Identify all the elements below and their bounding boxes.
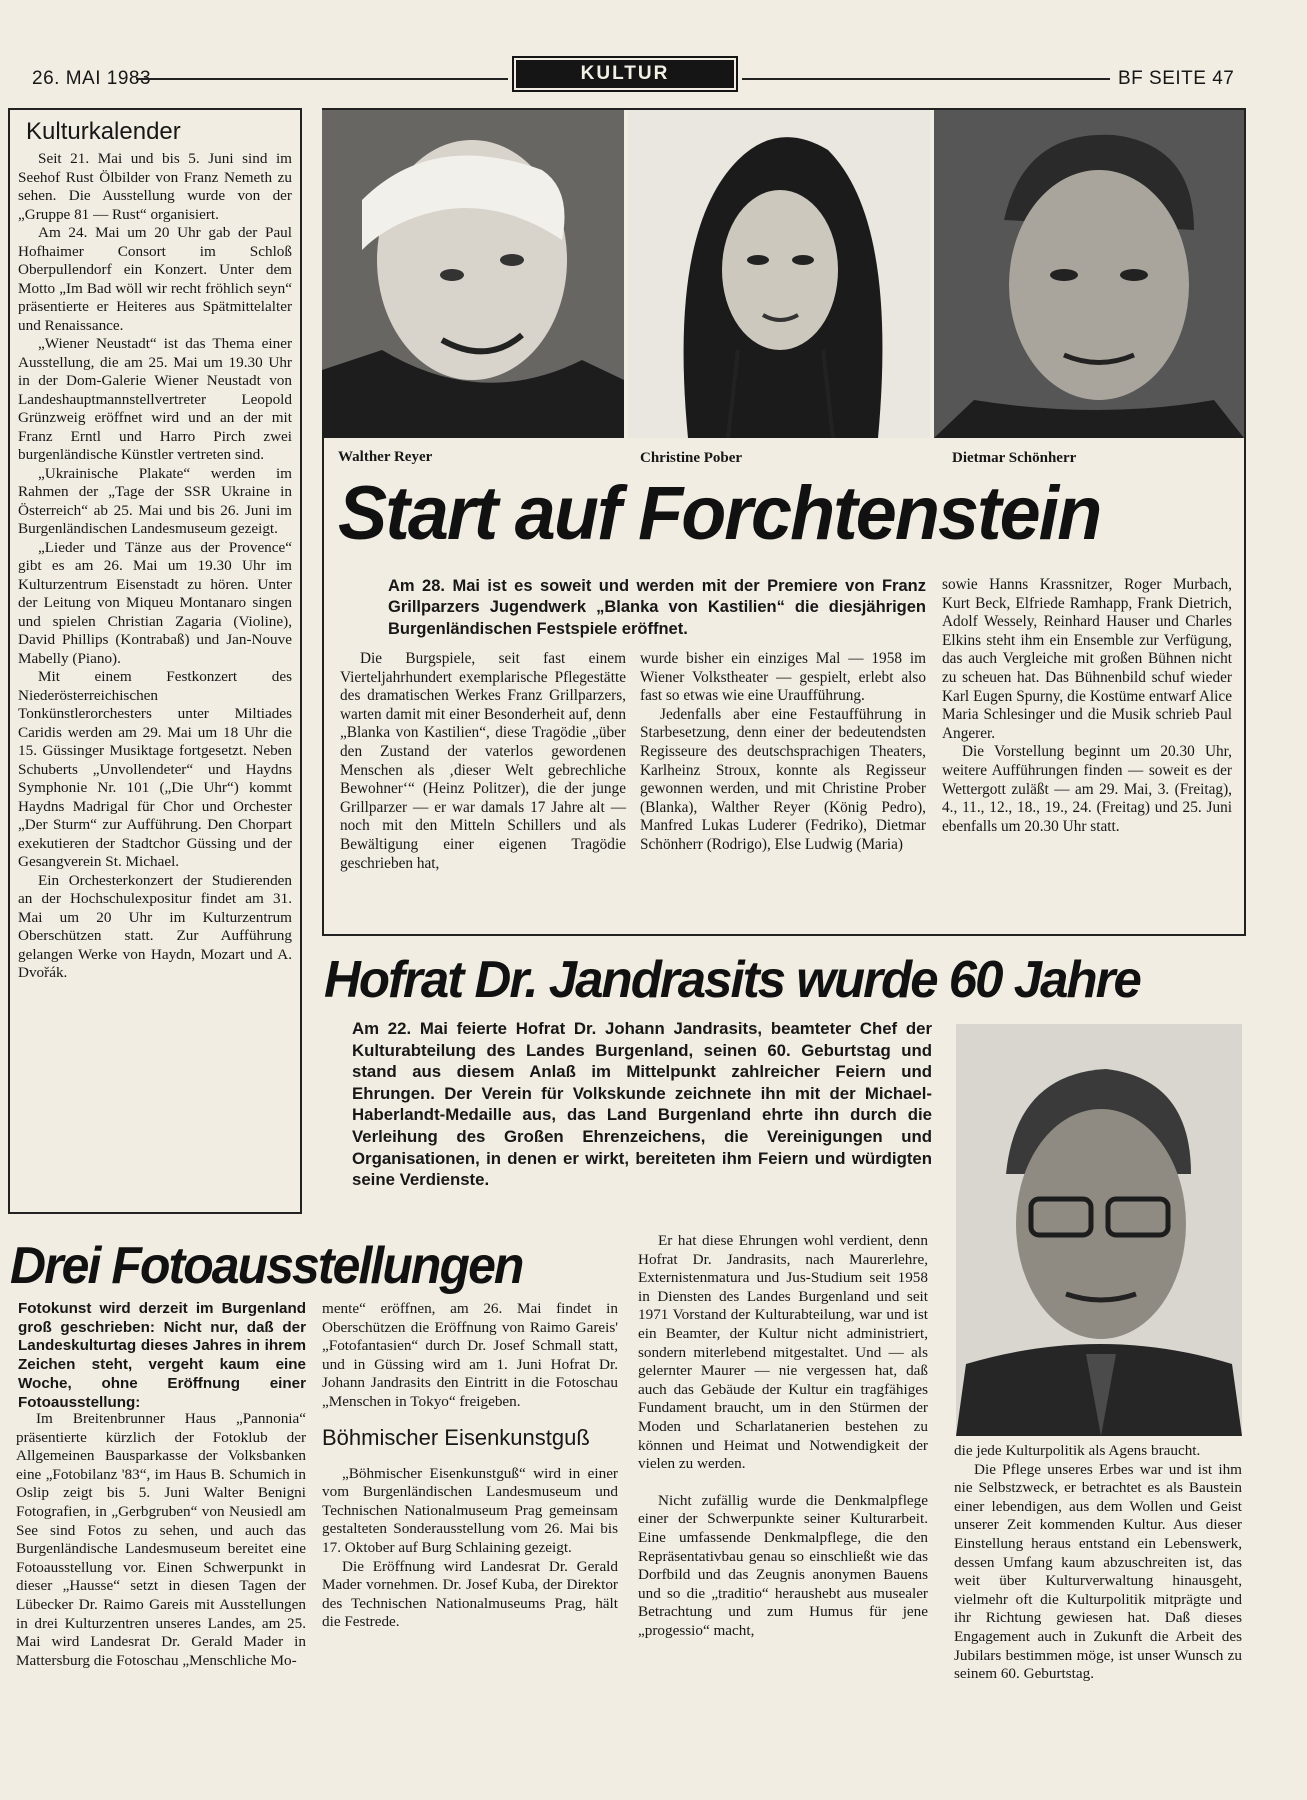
- article-paragraph: Die Vorstellung beginnt um 20.30 Uhr, weitere Aufführungen finden — soweit es der Wettergott zuläßt — am 29. Mai, 3. (Freitag), 4., 11., 12., 18., 19., 24. (Freitag) und 25. Juni ebenfalls um 20.30 Uhr statt.: [942, 743, 1232, 835]
- photo-caption: Christine Pober: [640, 450, 743, 466]
- article-paragraph: Die Burgspiele, seit fast einem Vierteljahrhundert exemplarische Pflegestätte des dramatischen Werkes Franz Grillparzers, warten damit mit einer Besonderheit auf, denn „Blanka von Kastilien“, diese Tragödie „über den Zustand der vaterlos gewordenen Menschen als ‚dieser Welt gebrechliche Bewohner‘“ (Heinz Politzer), die der junge Grillparzer — er war damals 17 Jahre alt — noch mit den Mitteln Schillers und als Bewältigung einer eigenen Tragödie geschrieben hat,: [340, 650, 626, 872]
- kulturkalender-text: [18, 150, 292, 983]
- article-paragraph: mente“ eröffnen, am 26. Mai findet in Oberschützen die Eröffnung von Raimo Gareis' „Fotofantasien“ durch Dr. Josef Schmall statt, und in Güssing wird am 1. Juni Hofrat Dr. Johann Jandrasits den Eintritt in die Fotoschau „Menschen in Tokyo“ freigeben.: [322, 1300, 618, 1410]
- portrait-man-smiling: [322, 110, 624, 438]
- jandrasits-headline: Hofrat Dr. Jandrasits wurde 60 Jahre: [324, 951, 1140, 1009]
- article-paragraph: Die Pflege unseres Erbes war und ist ihm nie Selbstzweck, er betrachtet es als Baustein einer lebendigen, aus dem Wollen und Geist unserer Zeit kommenden Kultur. Aus dieser Einstellung heraus entstand ein Lebenswerk, dessen Umfang kaum abzuschreiten ist, das weit über Kulturverwaltung hinausgeht, vielmehr oft die Kulturpolitik mitprägte und ihr Richtung gewiesen hat. Daß dieses Engagement auch in Zukunft die Arbeit des Jubilars bestimmen möge, ist unser Wunsch zu seinem 60. Geburtstag.: [954, 1460, 1242, 1683]
- foto-column-2: [322, 1300, 618, 1632]
- photo-christine-pober: [628, 110, 930, 438]
- photo-dietmar-schoenherr: [934, 110, 1244, 438]
- section-label: KULTUR: [516, 60, 734, 88]
- article-paragraph: Jedenfalls aber eine Festaufführung in Starbesetzung, denn einer der bedeutendsten Regisseure des deutschsprachigen Theaters, Karlheinz Stroux, konnte als Regisseur gewonnen werden, und mit Christine Prober (Blanka), Walther Reyer (König Pedro), Manfred Lukas Luderer (Fedriko), Dietmar Schönherr (Rodrigo), Else Ludwig (Maria): [640, 705, 926, 853]
- kulturkalender-title: Kulturkalender: [26, 118, 181, 145]
- portrait-woman: [628, 110, 930, 438]
- kalender-paragraph: Seit 21. Mai und bis 5. Juni sind im Seehof Rust Ölbilder von Franz Nemeth zu sehen. Die Ausstellung wurde von der „Gruppe 81 — Rust“ organisiert.: [18, 150, 292, 223]
- page-number: BF SEITE 47: [1118, 68, 1235, 89]
- forchtenstein-lead: Am 28. Mai ist es soweit und werden mit der Premiere von Franz Grillparzers Jugendwerk „Blanka von Kastilien“ die diesjährigen Burgenländischen Festspiele eröffnet.: [388, 577, 926, 638]
- kalender-paragraph: Am 24. Mai um 20 Uhr gab der Paul Hofhaimer Consort im Schloß Oberpullendorf ein Konzert. Unter dem Motto „Im Bad wöll wir recht fröhlich seyn“ präsentierte er Heiteres aus Spätmittelalter und Renaissance.: [18, 224, 292, 334]
- kalender-paragraph: Mit einem Festkonzert des Niederösterreichischen Tonkünstlerorchesters unter Miltiades Caridis werden am 29. Mai um 18 Uhr die 15. Güssinger Musiktage fortgesetzt. Neben Schuberts „Unvollendeter“ und Haydns Symphonie Nr. 101 („Die Uhr“) kommt Haydns Madrigal für Chor und Orchester „Der Sturm“ zur Aufführung. Den Chorpart exekutieren der Stadtchor Güssing und der Gesangverein St. Michael.: [18, 668, 292, 870]
- article-paragraph: sowie Hanns Krassnitzer, Roger Murbach, Kurt Beck, Elfriede Ramhapp, Frank Dietrich, Adolf Wessely, Reinhard Hauser und Charles Elkins steht ihm ein Ensemble zur Verfügung, das auch Vergleiche mit großen Bühnen nicht zu scheuen hat. Das Bühnenbild schuf wieder Karl Eugen Spurny, die Kostüme entwarf Alice Maria Schlesinger und die Musik schrieb Paul Angerer.: [942, 576, 1232, 742]
- article-paragraph: die jede Kulturpolitik als Agens braucht.: [954, 1442, 1201, 1459]
- jandrasits-lead: Am 22. Mai feierte Hofrat Dr. Johann Jandrasits, beamteter Chef der Kulturabteilung des Landes Burgenland, seinen 60. Geburtstag und stand aus diesem Anlaß im Mittelpunkt zahlreicher Feiern und Ehrungen. Der Verein für Volkskunde zeichnete ihn mit der Michael-Haberlandt-Medaille aus, das Land Burgenland ehrte ihn durch die Verleihung des Großen Ehrenzeichens, die Vereinigungen und Organisationen, in denen er wirkt, bereiteten ihm Feiern und würdigten seine Verdienste.: [352, 1019, 932, 1190]
- portrait-man-glasses: [956, 1024, 1242, 1436]
- article-paragraph: Die Eröffnung wird Landesrat Dr. Gerald Mader vornehmen. Dr. Josef Kuba, der Direktor des Technischen Nationalmuseums Prag, hält die Festrede.: [322, 1557, 618, 1631]
- header-rule-left: [136, 78, 508, 80]
- article-paragraph: Nicht zufällig wurde die Denkmalpflege einer der Schwerpunkte seiner Kulturarbeit. Eine umfassende Denkmalpflege, die den Repräsentativbau genau so einschließt wie das Dorfbild und das Zeugnis anonymen Bauens und so die „traditio“ heraushebt aus musealer Betrachtung und zum Humus für jene „progessio“ macht,: [638, 1491, 928, 1639]
- portrait-older-man: [934, 110, 1244, 438]
- kalender-paragraph: Ein Orchesterkonzert der Studierenden an der Hochschulexpositur findet am 31. Mai um 20 Uhr im Kulturzentrum Oberschützen statt. Zur Aufführung gelangen Werke von Haydn, Mozart und A. Dvořák.: [18, 871, 292, 981]
- photo-caption: Walther Reyer: [338, 449, 433, 465]
- photo-caption: Dietmar Schönherr: [952, 450, 1077, 466]
- article-paragraph: Er hat diese Ehrungen wohl verdient, denn Hofrat Dr. Jandrasits, nach Maurerlehre, Externistenmatura und Jus-Studium seit 1958 in Diensten des Landes Burgenland und seit 1971 Vorstand der Kulturabteilung, war und ist ein Beamter, der Kultur nicht administriert, sondern miterlebend mitgestaltet. Und — als gelernter Maurer — nie vergessen hat, daß auch das Gebäude der Kultur ein tragfähiges Fundament braucht, um in den Stürmen der Moden und Scharlatanerien bestehen zu können und Heimat und Notwendigkeit der vielen zu werden.: [638, 1232, 928, 1473]
- photo-jandrasits: [956, 1024, 1242, 1436]
- foto-column-1: [16, 1410, 306, 1670]
- forchtenstein-column-3: [942, 576, 1232, 836]
- foto-lead: Fotokunst wird derzeit im Burgenland groß geschrieben: Nicht nur, daß der Landeskulturtag dieses Jahres in ihrem Zeichen steht, vergeht kaum eine Woche, ohne Eröffnung einer Fotoausstellung:: [18, 1300, 306, 1411]
- foto-headline: Drei Fotoausstellungen: [10, 1237, 523, 1295]
- article-paragraph: „Böhmischer Eisenkunstguß“ wird in einer vom Burgenländischen Landesmuseum und Technischen Nationalmuseum Prag gemeinsam gestalteten Sonderausstellung vom 26. Mai bis 17. Oktober auf Burg Schlaining gezeigt.: [322, 1464, 618, 1556]
- forchtenstein-headline: Start auf Forchtenstein: [338, 471, 1101, 556]
- forchtenstein-column-1: [340, 650, 626, 873]
- article-paragraph: wurde bisher ein einziges Mal — 1958 im Wiener Volkstheater — gespielt, erlebt also fast so etwas wie eine Uraufführung.: [640, 650, 926, 705]
- jandrasits-column-2: [954, 1442, 1242, 1684]
- kalender-paragraph: „Lieder und Tänze aus der Provence“ gibt es am 26. Mai um 19.30 Uhr im Kulturzentrum Eisenstadt zu hören. Unter der Leitung von Miqueu Montanaro singen und spielen Christian Zagaria (Violine), David Phillips (Kontrabaß) und Jan-Nouve Mabelly (Piano).: [18, 538, 292, 667]
- eisenkunstguss-subhead: Böhmischer Eisenkunstguß: [322, 1424, 590, 1450]
- kalender-paragraph: „Ukrainische Plakate“ werden im Rahmen der „Tage der SSR Ukraine in Österreich“ ab 25. Mai und bis 26. Juni im Burgenländischen Landesmuseum gezeigt.: [18, 464, 292, 537]
- photo-walther-reyer: [322, 110, 624, 438]
- issue-date: 26. MAI 1983: [32, 68, 152, 89]
- forchtenstein-column-2: [640, 650, 926, 855]
- header-rule-right: [742, 78, 1110, 80]
- article-paragraph: Im Breitenbrunner Haus „Pannonia“ präsentierte kürzlich der Fotoklub der Allgemeinen Bausparkasse der Volksbanken eine „Fotobilanz '83“, im Haus B. Schumich in Oslip zeigt bis 5. Juni Walter Benigni Fotografien, in „Gerbgruben“ von Neusiedl am See sind Fotos zu sehen, und auch das Burgenländische Landesmuseum bereitet eine Fotoausstellung vor. Einen Schwerpunkt in dieser „Hausse“ setzt in diesen Tagen der Lübecker Dr. Raimo Gareis mit Ausstellungen in drei Kulturzentren unseres Landes, am 25. Mai wird Landesrat Dr. Gerald Mader in Mattersburg die Fotoschau „Menschliche Mo-: [16, 1410, 306, 1669]
- jandrasits-column-1: [638, 1232, 928, 1640]
- kalender-paragraph: „Wiener Neustadt“ ist das Thema einer Ausstellung, die am 25. Mai um 19.30 Uhr in der Dom-Galerie Wiener Neustadt von Landeshauptmannstellvertreter Leopold Grünzweig eröffnet wird und an der mit Franz Erntl und Harro Pirch zwei burgenländische Künstler vertreten sind.: [18, 335, 292, 463]
